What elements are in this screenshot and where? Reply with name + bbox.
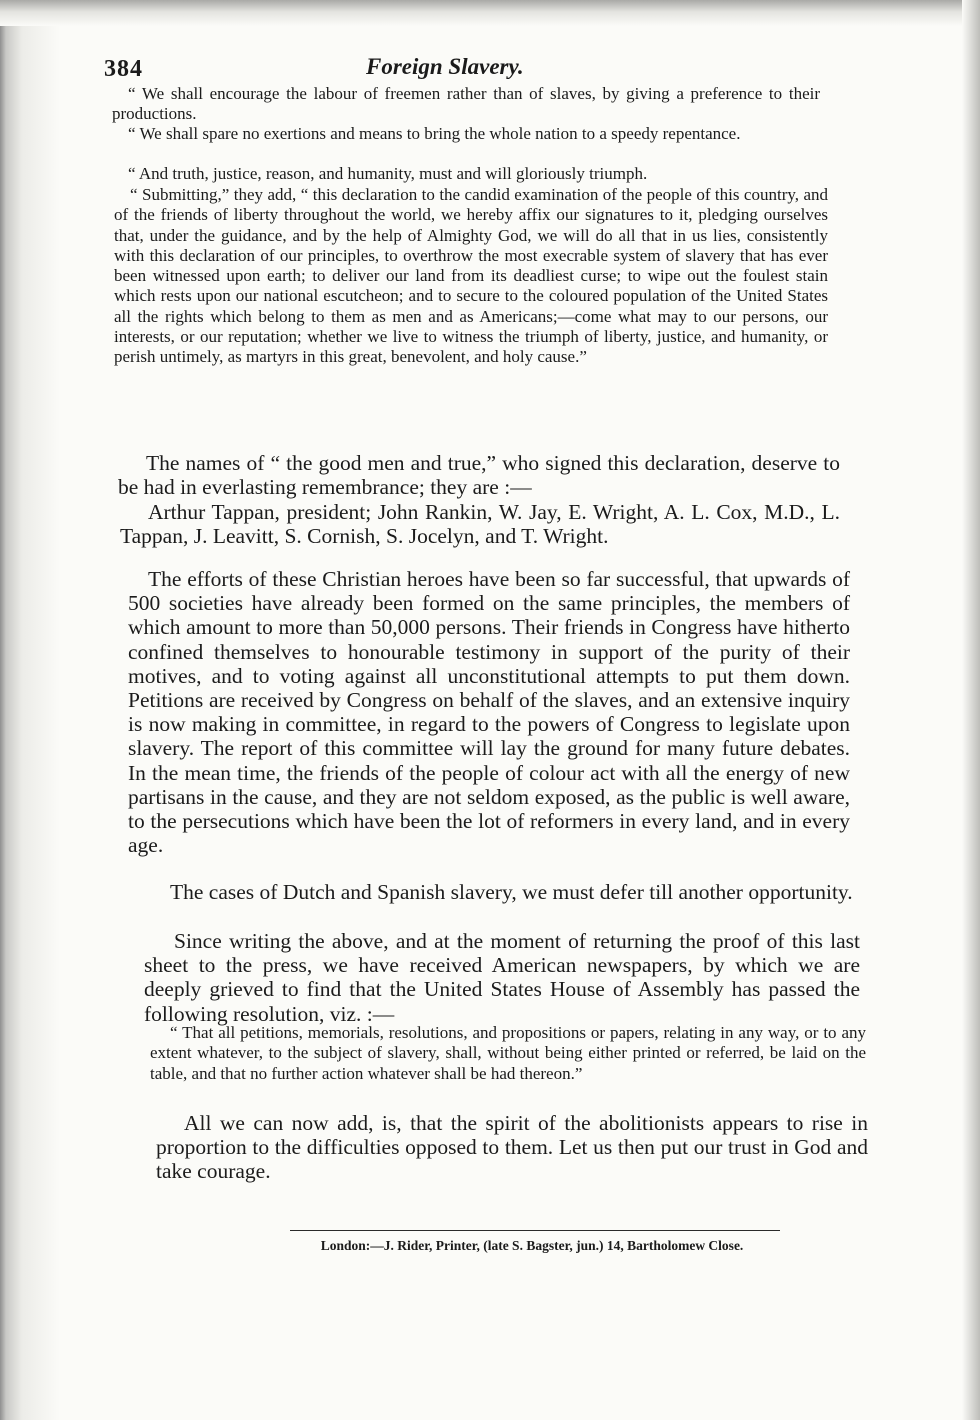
paragraph-efforts: The efforts of these Christian heroes have been so far successful, that upwards of 500 societies have already been formed on the same principles, the members of which amount to more than 50,000 persons. Their friends in Congress have hitherto confined themselves to honourable testimony in support of the purity of their motives, and to voting against all unconstitutional attempts to put them down. Petitions are received by Congress on behalf of the slaves, and an extensive inquiry is now making in committee, in regard to the powers of Congress to legislate upon slavery. The report of this committee will lay the ground for many future debates. In the mean time, the friends of the people of colour act with all the energy of new partisans in the cause, and they are not seldom exposed, as the public is well aware, to the persecutions which have been the lot of reformers in every land, and in every age. xyxy=(128,567,850,858)
paragraph-since-writing: Since writing the above, and at the moment of returning the proof of this last sheet to the press, we have received American newspapers, by which we are deeply grieved to find that the United States House of Assembly has passed the following resolution, viz. :— xyxy=(144,929,860,1026)
declaration-paragraph-repentance: “ We shall spare no exertions and means to bring the whole nation to a speedy repentance. xyxy=(128,124,741,143)
resolution-quote: “ That all petitions, memorials, resolutions, and propositions or papers, relating in any way, or to any extent whatever, to the subject of slavery, shall, without being either printed or referred, be laid on the table, and that no further action whatever shall be had thereon.” xyxy=(150,1023,866,1083)
paragraph-dutch-spanish: The cases of Dutch and Spanish slavery, we must defer till another opportunity. xyxy=(170,880,853,904)
paragraph-signatories: Arthur Tappan, president; John Rankin, W. Jay, E. Wright, A. L. Cox, M.D., L. Tappan, J. Leavitt, S. Cornish, S. Jocelyn, and T. Wright. xyxy=(120,500,840,549)
running-title: Foreign Slavery. xyxy=(366,54,524,79)
page-right-edge-shadow xyxy=(962,0,980,1420)
page-number: 384 xyxy=(104,56,143,82)
paragraph-closing: All we can now add, is, that the spirit of the abolitionists appears to rise in proportion to the difficulties opposed to them. Let us then put our trust in God and take courage. xyxy=(156,1111,868,1184)
declaration-paragraph-submitting: “ Submitting,” they add, “ this declaration to the candid examination of the people of this country, and of the friends of liberty throughout the world, we hereby affix our signatures to it, pledging ourselves that, under the guidance, and by the help of Almighty God, we will do all that in us lies, consistently with this declaration of our principles, to overthrow the most execrable system of slavery that has ever been witnessed upon earth; to deliver our land from its deadliest curse; to wipe out the foulest stain which rests upon our national escutcheon; and to secure to the coloured population of the United States all the rights which belong to them as men and as Americans;—come what may to our persons, our interests, or our reputation; whether we live to witness the triumph of liberty, justice, and humanity, or perish untimely, as martyrs in this great, benevolent, and holy cause.” xyxy=(114,185,828,367)
page-left-edge-shadow xyxy=(0,0,60,1420)
declaration-paragraph-triumph: “ And truth, justice, reason, and humanity, must and will gloriously triumph. xyxy=(128,164,648,183)
page-top-edge-shadow xyxy=(0,0,980,26)
printer-imprint: London:—J. Rider, Printer, (late S. Bagster, jun.) 14, Bartholomew Close. xyxy=(320,1238,744,1253)
paragraph-names-intro: The names of “ the good men and true,” who signed this declaration, deserve to be had in everlasting remembrance; they are :— xyxy=(118,451,840,500)
declaration-paragraph-labour: “ We shall encourage the labour of freemen rather than of slaves, by giving a preference to their productions. xyxy=(112,84,820,124)
imprint-rule xyxy=(290,1230,780,1231)
